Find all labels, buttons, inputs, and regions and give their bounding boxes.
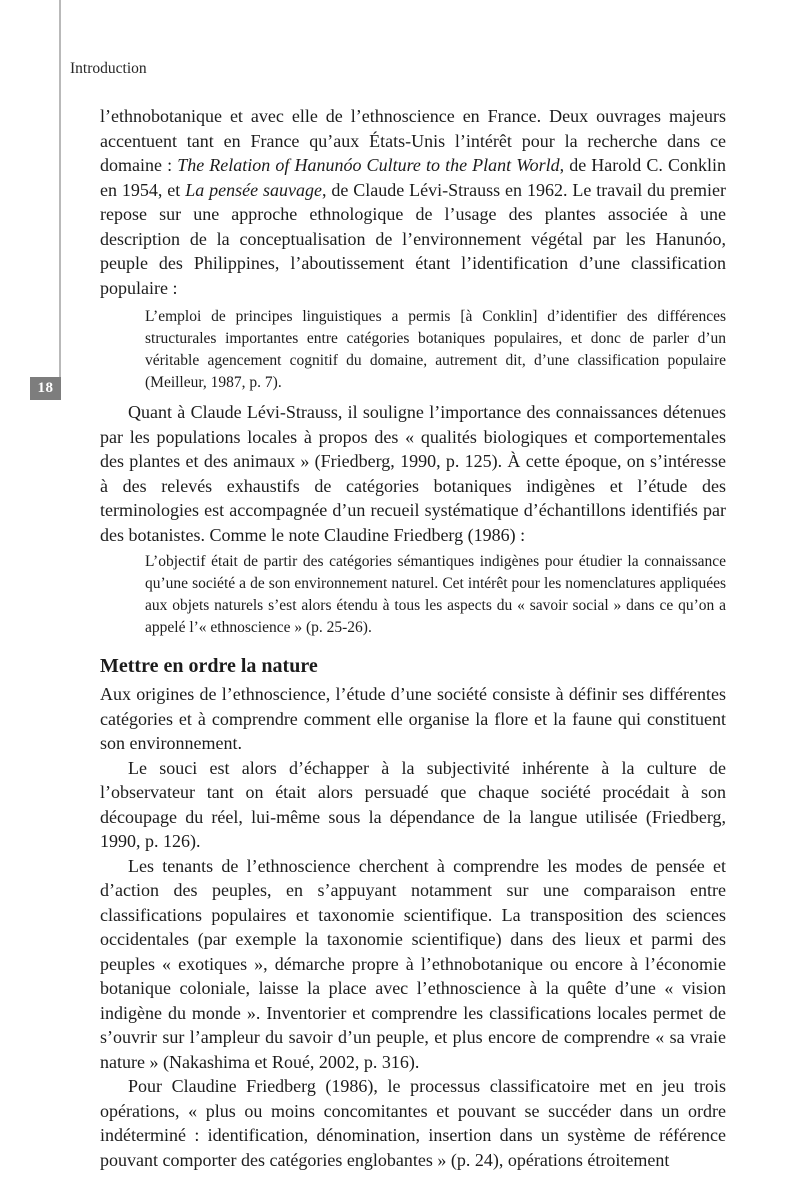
paragraph-text: , de Claude Lévi-Strauss en 1962. Le travail du premier repose sur une approche ethnologique de l’usage des plantes associée à une description de la conceptualisation de l’environnement végétal par les Hanunóo, peuple des Philippines, l’aboutissement étant l’identification d’une classification populaire :	[100, 179, 726, 298]
block-quote: L’objectif était de partir des catégories sémantiques indigènes pour étudier la connaissance qu’une société a de son environnement naturel. Cet intérêt pour les nomenclatures appliquées aux objets naturels s’est alors étendu à tous les aspects du « savoir social » dans ce qu’on a appelé l’« ethnoscience » (p. 25-26).	[145, 553, 726, 636]
paragraph: Les tenants de l’ethnoscience cherchent à comprendre les modes de pensée et d’action des peuples, en s’appuyant notamment sur une comparaison entre classifications populaires et taxonomie scientifique. La transposition des sciences occidentales (par exemple la taxonomie scientifique) dans des lieux et parmi des peuples « exotiques », démarche propre à l’ethnobotanique ou encore à l’économie botanique coloniale, laisse la place avec l’ethnoscience à la quête d’une « vision indigène du monde ». Inventorier et comprendre les classifications locales permet de s’ouvrir sur l’ampleur du savoir d’un peuple, et plus encore de comprendre « sa vraie nature » (Nakashima et Roué, 2002, p. 316).	[100, 855, 726, 1072]
page-number-badge	[30, 377, 61, 400]
book-title-italic: La pensée sauvage	[185, 179, 322, 200]
page-number: 18	[37, 380, 54, 396]
margin-rule	[59, 0, 61, 377]
paragraph: Aux origines de l’ethnoscience, l’étude d’une société consiste à définir ses différentes catégories et à comprendre comment elle organise la flore et la faune qui constituent son environnement.	[100, 684, 726, 753]
running-header: Introduction	[70, 60, 147, 77]
paragraph-opening	[100, 104, 726, 300]
book-title-italic: The Relation of Hanunóo Culture to the Plant World	[177, 155, 560, 175]
paragraph-text: l’ethnobotanique et avec elle de l’ethnoscience en France. Deux ouvrages majeurs accentuent tant en France qu’aux États-Unis l’intérêt pour la recherche dans ce domaine :	[100, 106, 726, 175]
paragraph: Quant à Claude Lévi-Strauss, il souligne l’importance des connaissances détenues par les populations locales à propos des « qualités biologiques et comportementales des plantes et des animaux » (Friedberg, 1990, p. 125). À cette époque, on s’intéresse à des relevés exhaustifs de catégories botaniques indigènes et l’étude des terminologies est accompagnée d’un recueil systématique d’échantillons identifiés par des botanistes. Comme le note Claudine Friedberg (1986) :	[100, 402, 726, 545]
paragraph: Pour Claudine Friedberg (1986), le processus classificatoire met en jeu trois opérations, « plus ou moins concomitantes et pouvant se succéder dans un ordre indéterminé : identification, dénomination, insertion dans un système de référence pouvant comporter des catégories englobantes » (p. 24), opérations étroitement	[100, 1076, 726, 1170]
paragraph: Le souci est alors d’échapper à la subjectivité inhérente à la culture de l’observateur tant on était alors persuadé que chaque société procédait à son découpage du réel, lui-même sous la dépendance de la langue utilisée (Friedberg, 1990, p. 126).	[100, 757, 726, 851]
paragraph-text: , de Harold C. Conklin en 1954, et	[100, 155, 726, 200]
text-column	[100, 104, 726, 1172]
section-heading: Mettre en ordre la nature	[100, 655, 318, 677]
block-quote: L’emploi de principes linguistiques a permis [à Conklin] d’identifier des différences structurales importantes entre catégories botaniques populaires, et donc de parler d’un véritable agencement cognitif du domaine, autrement dit, d’une classification populaire (Meilleur, 1987, p. 7).	[145, 308, 726, 391]
